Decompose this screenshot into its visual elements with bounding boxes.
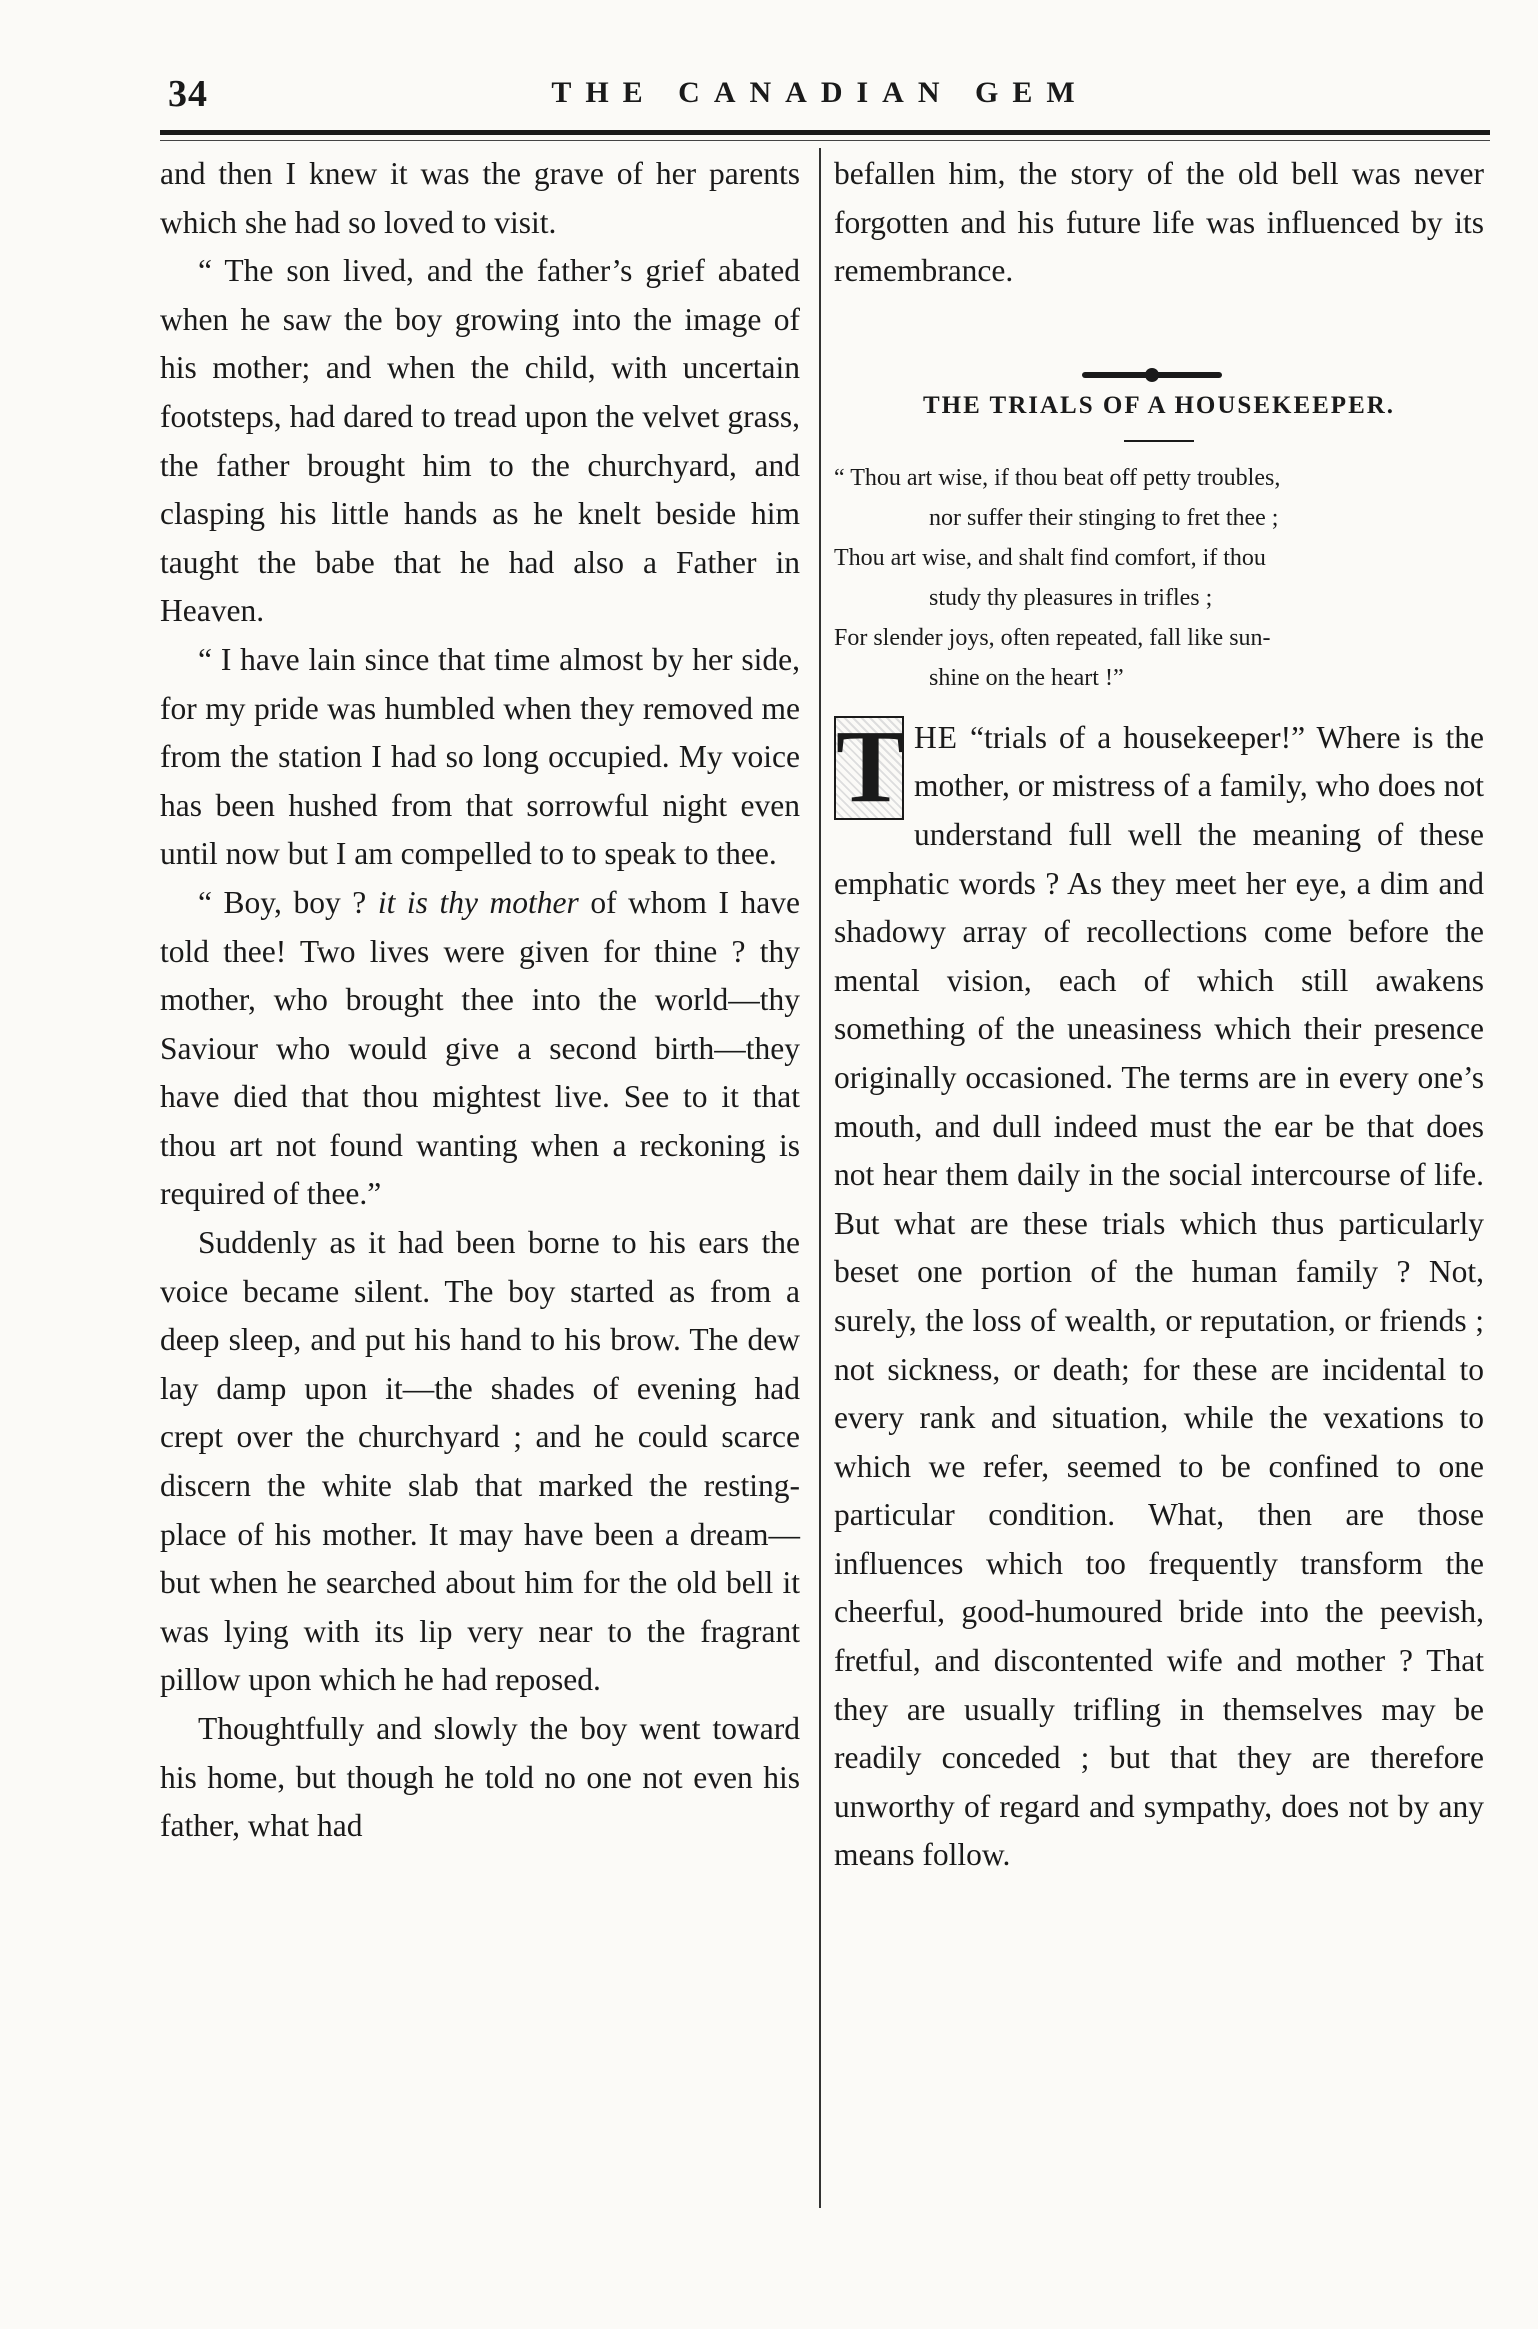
right-column <box>834 150 1484 1880</box>
column-divider <box>819 148 821 2208</box>
italic-phrase: it is thy mother <box>377 884 579 920</box>
running-title: THE CANADIAN GEM <box>551 76 1089 109</box>
paragraph: and then I knew it was the grave of her parents which she had so loved to visit. <box>160 156 800 240</box>
epigraph-line: study thy pleasures in trifles ; <box>929 584 1213 611</box>
epigraph-line: shine on the heart !” <box>929 664 1124 691</box>
opening-smallcaps: HE <box>914 719 958 755</box>
epigraph-line: For slender joys, often repeated, fall like sun- <box>834 624 1271 651</box>
epigraph-line: Thou art wise, and shalt find comfort, if thou <box>834 544 1266 571</box>
paragraph: Thoughtfully and slowly the boy went toward his home, but though he told no one not even his father, what had <box>160 1711 800 1844</box>
epigraph <box>834 458 1484 698</box>
drop-cap: T <box>836 708 906 824</box>
epigraph-line: “ Thou art wise, if thou beat off petty troubles, <box>834 464 1281 491</box>
epigraph-line: nor suffer their stinging to fret thee ; <box>929 504 1279 531</box>
article-body <box>834 708 1484 1880</box>
paragraph-text: “ Boy, boy ? <box>198 884 378 920</box>
header-rule <box>160 130 1490 135</box>
header-rule-thin <box>160 140 1490 141</box>
title-rule <box>1124 440 1194 442</box>
article-paragraph <box>834 708 1484 1880</box>
continued-paragraph: befallen him, the story of the old bell was never forgotten and his future life was influenced by its remembrance. <box>834 156 1484 289</box>
article-text: “trials of a housekeeper!” Where is the mother, or mistress of a family, who does not understand full well the meaning of these emphatic words ? As they meet her eye, a dim and shadowy array of recollections come before the mental vision, each of which still awakens something of the uneasiness which their presence originally occasioned. The terms are in every one’s mouth, and dull indeed must the ear be that does not hear them daily in the social intercourse of life. But what are these trials which thus particularly beset one portion of the human family ? Not, surely, the loss of wealth, or reputation, or friends ; not sickness, or death; for these are incidental to every rank and situation, while the vexations to which we refer, seemed to be confined to one particular condition. What, then are those influences which too frequently transform the cheerful, good-humoured bride into the peevish, fretful, and discontented wife and mother ? That they are usually trifling in themselves may be readily conceded ; but that they are therefore unworthy of regard and sympathy, does not by any means follow. <box>834 719 1484 1873</box>
left-column <box>160 150 800 1851</box>
paragraph <box>160 879 800 1219</box>
paragraph: “ The son lived, and the father’s grief abated when he saw the boy growing into the image of his mother; and when the child, with uncertain footsteps, had dared to tread upon the velvet grass, the father brought him to the churchyard, and clasping his little hands as he knelt beside him taught the babe that he had also a Father in Heaven. <box>160 253 800 629</box>
section-ornament <box>834 346 1484 360</box>
section-title: THE TRIALS OF A HOUSEKEEPER. <box>922 391 1396 419</box>
page-number: 34 <box>168 73 208 115</box>
paragraph: “ I have lain since that time almost by her side, for my pride was humbled when they removed me from the station I had so long occupied. My voice has been hushed from that sorrowful night even until now but I am compelled to to speak to thee. <box>160 641 800 872</box>
page-header <box>160 62 1480 122</box>
paragraph-text: of whom I have told thee! Two lives were given for thine ? thy mother, who brought thee into the world—thy Saviour who would give a second birth—they have died that thou mightest live. See to it that thou art not found wanting when a reckoning is required of thee.” <box>160 884 800 1212</box>
paragraph: Suddenly as it had been borne to his ears the voice became silent. The boy started as from a deep sleep, and put his hand to his brow. The dew lay damp upon it—the shades of evening had crept over the churchyard ; and he could scarce discern the white slab that marked the resting-place of his mother. It may have been a dream—but when he searched about him for the old bell it was lying with its lip very near to the fragrant pillow upon which he had reposed. <box>160 1225 800 1698</box>
